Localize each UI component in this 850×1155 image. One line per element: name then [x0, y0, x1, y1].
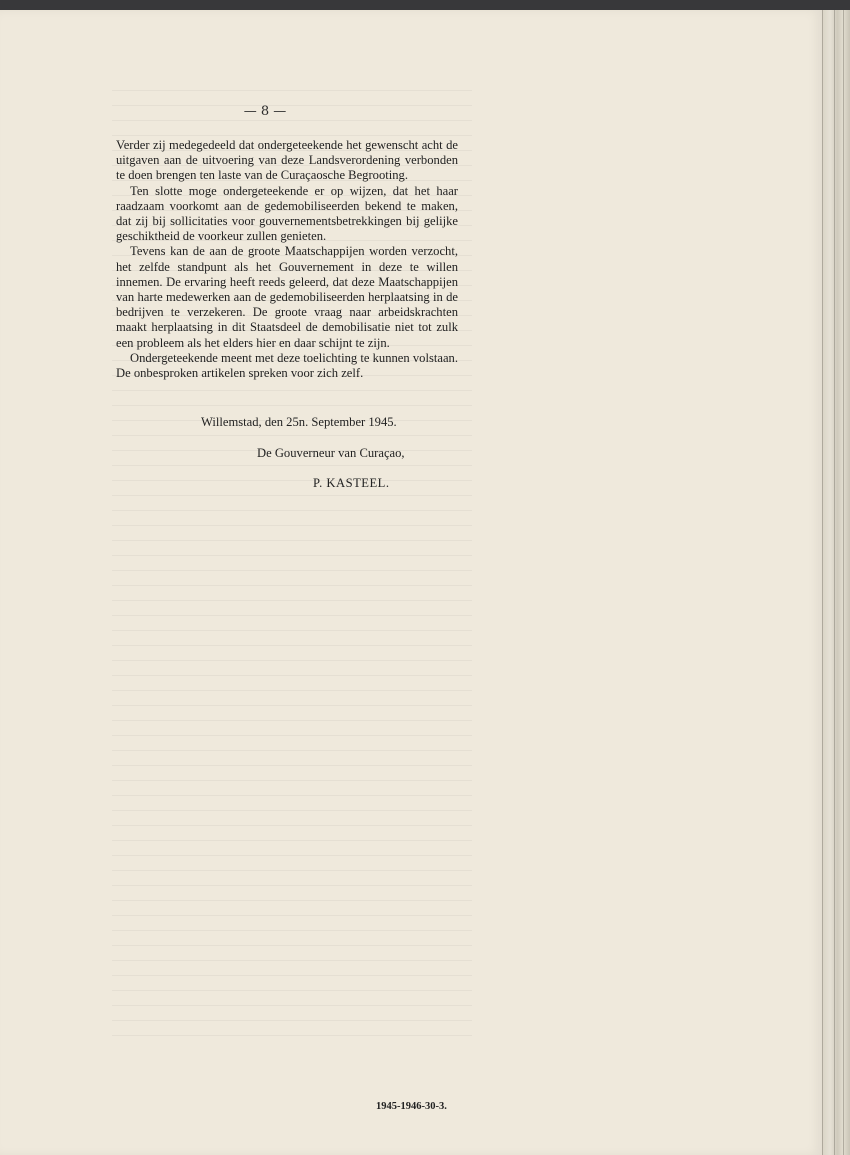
page-edge-line [843, 10, 844, 1155]
footer-code: 1945-1946-30-3. [376, 1101, 447, 1112]
paragraph: Ten slotte moge ondergeteekende er op wijzen, dat het haar raadzaam voorkomt aan de gedemobiliseerden bekend te maken, dat zij bij sollicitaties voor gouvernementsbetrekkingen bij gelijke geschiktheid de voorkeur zullen genieten. [116, 183, 458, 244]
scan-top-border [0, 0, 850, 10]
signatory-title: De Gouverneur van Curaçao, [257, 446, 405, 460]
place-date: Willemstad, den 25n. September 1945. [201, 415, 397, 429]
signatory-name: P. KASTEEL. [313, 476, 390, 490]
page-number: — 8 — [243, 104, 287, 119]
paragraph: Tevens kan de aan de groote Maatschappijen worden verzocht, het zelfde standpunt als het Gouvernement in deze te willen innemen. De ervaring heeft reeds geleerd, dat deze Maatschappijen van harte medewerken aan de gedemobiliseerden herplaatsing in de bedrijven te verzekeren. De groote vraag naar arbeidskrachten maakt herplaatsing in dit Staatsdeel de demobilisatie niet tot zulk een probleem als het elders hier en daar schijnt te zijn. [116, 244, 458, 350]
paragraph: Ondergeteekende meent met deze toelichting te kunnen volstaan. De onbesproken artikelen spreken voor zich zelf. [116, 350, 458, 381]
body-text [116, 138, 458, 381]
paragraph: Verder zij medegedeeld dat ondergeteekende het gewenscht acht de uitgaven aan de uitvoering van deze Landsverordening verbonden te doen brengen ten laste van de Curaçaosche Begrooting. [116, 138, 458, 183]
page-stack-edge [822, 10, 850, 1155]
page-edge-line [822, 10, 823, 1155]
page-edge-line [834, 10, 835, 1155]
